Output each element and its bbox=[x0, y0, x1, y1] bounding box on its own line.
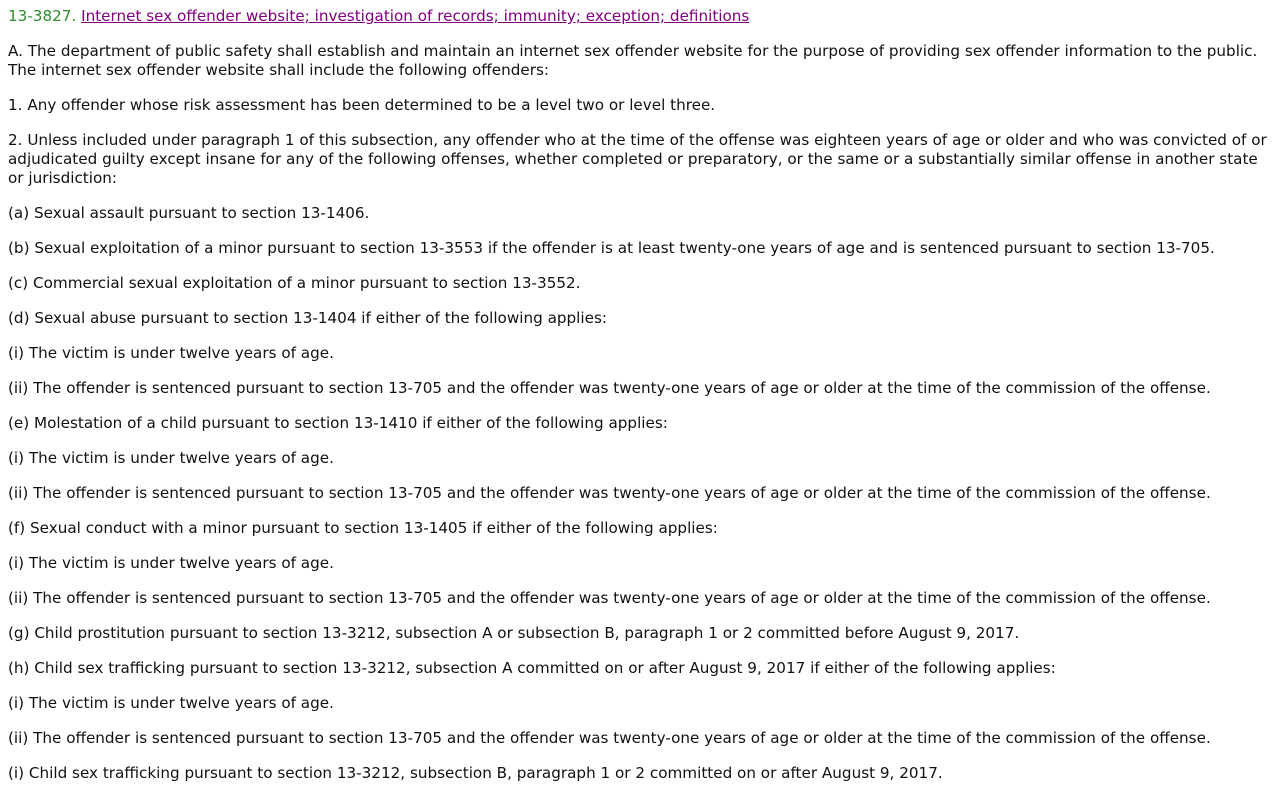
item-h-ii: (ii) The offender is sentenced pursuant to section 13-705 and the offender was twenty-one years of age or older at the time of the commission of the offense. bbox=[8, 729, 1211, 747]
item-i: (i) Child sex trafficking pursuant to section 13-3212, subsection B, paragraph 1 or 2 committed on or after August 9, 2017. bbox=[8, 764, 943, 782]
item-f-i: (i) The victim is under twelve years of age. bbox=[8, 554, 334, 572]
item-c: (c) Commercial sexual exploitation of a minor pursuant to section 13-3552. bbox=[8, 274, 581, 292]
item-d-ii: (ii) The offender is sentenced pursuant to section 13-705 and the offender was twenty-one years of age or older at the time of the commission of the offense. bbox=[8, 379, 1211, 397]
item-h-i: (i) The victim is under twelve years of age. bbox=[8, 694, 334, 712]
item-f-ii: (ii) The offender is sentenced pursuant to section 13-705 and the offender was twenty-one years of age or older at the time of the commission of the offense. bbox=[8, 589, 1211, 607]
item-a: (a) Sexual assault pursuant to section 13-1406. bbox=[8, 204, 370, 222]
paragraph-2: 2. Unless included under paragraph 1 of this subsection, any offender who at the time of the offense was eighteen years of age or older and who was convicted of or adjudicated guilty except insane for any of the following offenses, whether completed or preparatory, or the same or a substantially similar offense in another state or jurisdiction: bbox=[8, 131, 1267, 187]
item-e: (e) Molestation of a child pursuant to section 13-1410 if either of the following applies: bbox=[8, 414, 668, 432]
item-h: (h) Child sex trafficking pursuant to section 13-3212, subsection A committed on or after August 9, 2017 if either of the following applies: bbox=[8, 659, 1056, 677]
item-e-ii: (ii) The offender is sentenced pursuant to section 13-705 and the offender was twenty-one years of age or older at the time of the commission of the offense. bbox=[8, 484, 1211, 502]
item-b: (b) Sexual exploitation of a minor pursuant to section 13-3553 if the offender is at least twenty-one years of age and is sentenced pursuant to section 13-705. bbox=[8, 239, 1215, 257]
item-d-i: (i) The victim is under twelve years of age. bbox=[8, 344, 334, 362]
item-e-i: (i) The victim is under twelve years of age. bbox=[8, 449, 334, 467]
item-f: (f) Sexual conduct with a minor pursuant to section 13-1405 if either of the following applies: bbox=[8, 519, 718, 537]
subsection-a: A. The department of public safety shall establish and maintain an internet sex offender website for the purpose of providing sex offender information to the public. The internet sex offender website shall include the following offenders: bbox=[8, 42, 1258, 79]
item-d: (d) Sexual abuse pursuant to section 13-1404 if either of the following applies: bbox=[8, 309, 607, 327]
item-g: (g) Child prostitution pursuant to section 13-3212, subsection A or subsection B, paragraph 1 or 2 committed before August 9, 2017. bbox=[8, 624, 1020, 642]
section-heading bbox=[8, 7, 1272, 26]
section-number: 13-3827. bbox=[8, 7, 77, 25]
paragraph-1: 1. Any offender whose risk assessment has been determined to be a level two or level three. bbox=[8, 96, 716, 114]
section-title-link[interactable]: Internet sex offender website; investigation of records; immunity; exception; definitions bbox=[81, 7, 750, 25]
